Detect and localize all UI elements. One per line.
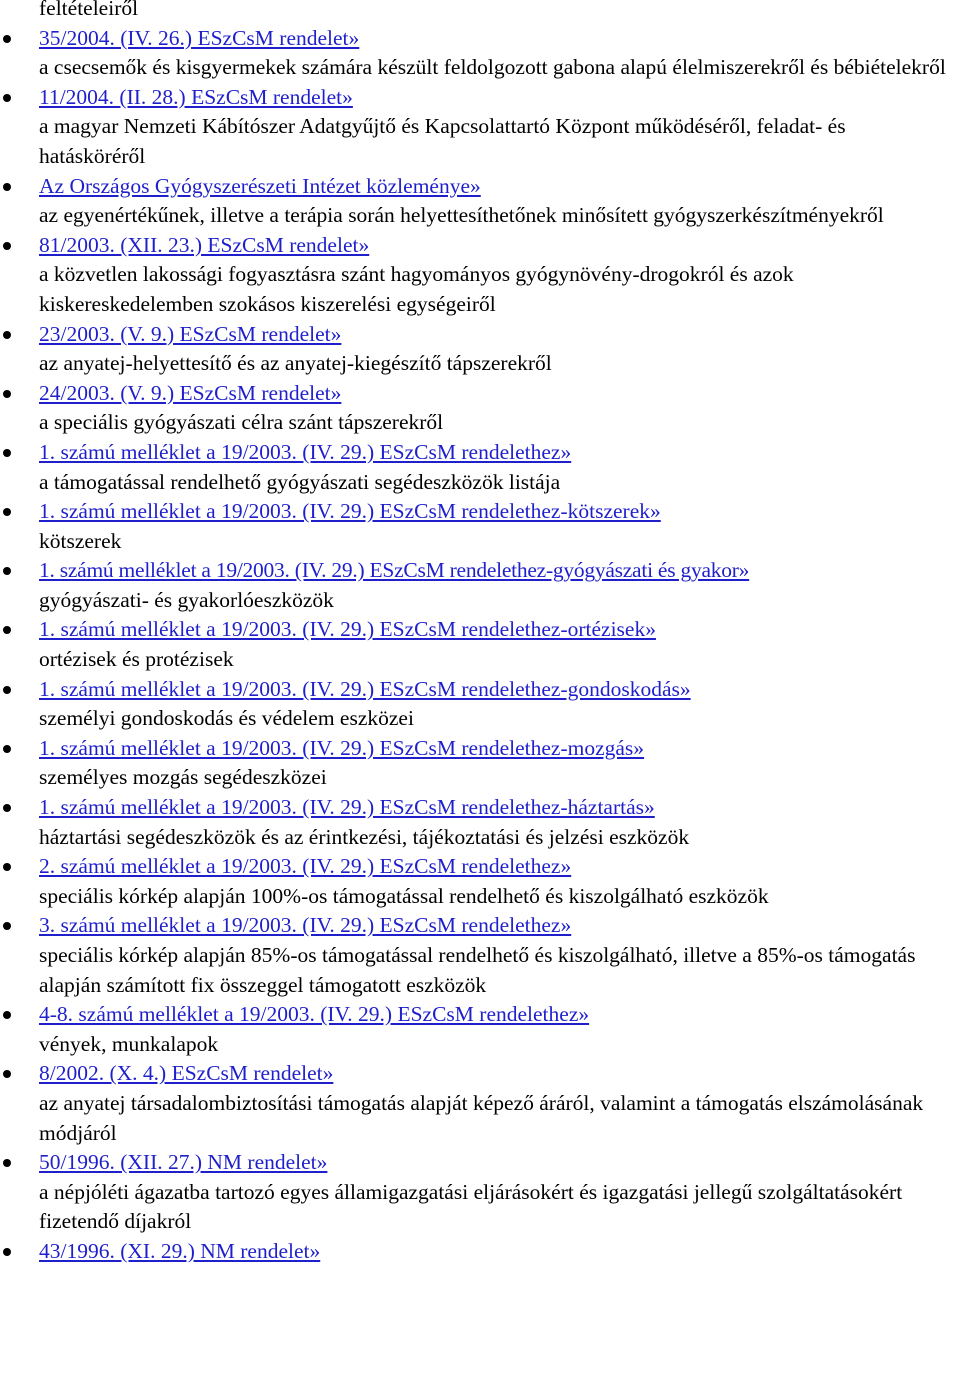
regulation-description: speciális kórkép alapján 85%-os támogatással rendelhető és kiszolgálható, illetve a 85%-os támogatás alapján számított fix összeggel támogatott eszközök bbox=[39, 943, 916, 997]
list-item bbox=[0, 172, 960, 231]
regulation-link[interactable]: 3. számú melléklet a 19/2003. (IV. 29.) ESzCsM rendelethez» bbox=[39, 913, 572, 938]
regulation-description: vények, munkalapok bbox=[39, 1031, 219, 1056]
list-item bbox=[0, 1000, 960, 1059]
bullet-icon bbox=[3, 863, 11, 871]
list-item bbox=[0, 438, 960, 497]
regulation-description: kötszerek bbox=[39, 528, 122, 553]
list-item bbox=[0, 1237, 960, 1267]
regulation-link[interactable]: 2. számú melléklet a 19/2003. (IV. 29.) ESzCsM rendelethez» bbox=[39, 854, 572, 879]
bullet-icon bbox=[3, 1159, 11, 1167]
regulation-description: gyógyászati- és gyakorlóeszközök bbox=[39, 587, 334, 612]
regulation-description: háztartási segédeszközök és az érintkezési, tájékoztatási és jelzési eszközök bbox=[39, 824, 690, 849]
bullet-icon bbox=[3, 804, 11, 812]
regulation-description: speciális kórkép alapján 100%-os támogatással rendelhető és kiszolgálható eszközök bbox=[39, 883, 769, 908]
regulation-link[interactable]: 23/2003. (V. 9.) ESzCsM rendelet» bbox=[39, 321, 342, 346]
list-item bbox=[0, 320, 960, 379]
regulation-link[interactable]: Az Országos Gyógyszerészeti Intézet közleménye» bbox=[39, 173, 481, 198]
regulation-description: az egyenértékűnek, illetve a terápia során helyettesíthetőnek minősített gyógyszerkészítményekről bbox=[39, 203, 884, 228]
regulation-link[interactable]: 24/2003. (V. 9.) ESzCsM rendelet» bbox=[39, 380, 342, 405]
bullet-icon bbox=[3, 94, 11, 102]
regulation-link[interactable]: 35/2004. (IV. 26.) ESzCsM rendelet» bbox=[39, 25, 360, 50]
regulation-link[interactable]: 1. számú melléklet a 19/2003. (IV. 29.) ESzCsM rendelethez» bbox=[39, 439, 572, 464]
list-item bbox=[0, 911, 960, 1000]
list-item bbox=[0, 556, 960, 615]
regulation-link[interactable]: 1. számú melléklet a 19/2003. (IV. 29.) ESzCsM rendelethez-mozgás» bbox=[39, 735, 645, 760]
bullet-icon bbox=[3, 508, 11, 516]
regulation-description: személyes mozgás segédeszközei bbox=[39, 765, 327, 790]
regulation-link[interactable]: 8/2002. (X. 4.) ESzCsM rendelet» bbox=[39, 1061, 334, 1086]
bullet-icon bbox=[3, 183, 11, 191]
regulation-link[interactable]: 1. számú melléklet a 19/2003. (IV. 29.) ESzCsM rendelethez-ortézisek» bbox=[39, 617, 656, 642]
list-item bbox=[0, 24, 960, 83]
bullet-icon bbox=[3, 686, 11, 694]
regulation-link[interactable]: 1. számú melléklet a 19/2003. (IV. 29.) ESzCsM rendelethez-gyógyászati és gyakor» bbox=[39, 558, 750, 583]
regulation-link[interactable]: 1. számú melléklet a 19/2003. (IV. 29.) ESzCsM rendelethez-gondoskodás» bbox=[39, 676, 691, 701]
bullet-icon bbox=[3, 331, 11, 339]
list-item bbox=[0, 1148, 960, 1237]
regulation-description: az anyatej-helyettesítő és az anyatej-kiegészítő tápszerekről bbox=[39, 351, 552, 376]
bullet-icon bbox=[3, 242, 11, 250]
regulation-description: az anyatej társadalombiztosítási támogatás alapját képező áráról, valamint a támogatás elszámolásának módjáról bbox=[39, 1090, 924, 1145]
regulation-link[interactable]: 11/2004. (II. 28.) ESzCsM rendelet» bbox=[39, 84, 353, 109]
bullet-icon bbox=[3, 35, 11, 43]
regulation-link[interactable]: 1. számú melléklet a 19/2003. (IV. 29.) ESzCsM rendelethez-háztartás» bbox=[39, 795, 655, 820]
list-item bbox=[0, 615, 960, 674]
regulation-description: a magyar Nemzeti Kábítószer Adatgyűjtő és Kapcsolattartó Központ működéséről, feladat- és hatásköréről bbox=[39, 114, 846, 168]
regulation-description: a csecsemők és kisgyermekek számára készült feldolgozott gabona alapú élelmiszerekről és bébiételekről bbox=[39, 55, 946, 80]
regulation-link[interactable]: 50/1996. (XII. 27.) NM rendelet» bbox=[39, 1150, 328, 1175]
bullet-icon bbox=[3, 1248, 11, 1256]
list-item bbox=[0, 852, 960, 911]
regulation-description: a speciális gyógyászati célra szánt tápszerekről bbox=[39, 410, 444, 435]
regulation-description: ortézisek és protézisek bbox=[39, 647, 234, 672]
list-item bbox=[0, 793, 960, 852]
bullet-icon bbox=[3, 1011, 11, 1019]
bullet-icon bbox=[3, 390, 11, 398]
intro-text: feltételeiről bbox=[39, 0, 139, 20]
bullet-icon bbox=[3, 449, 11, 457]
regulation-description: a népjóléti ágazatba tartozó egyes államigazgatási eljárásokért és igazgatási jellegű szolgáltatásokért fizetendő díjakról bbox=[39, 1179, 903, 1234]
list-item bbox=[0, 675, 960, 734]
list-item bbox=[0, 231, 960, 320]
bullet-icon bbox=[3, 922, 11, 930]
list-item bbox=[0, 734, 960, 793]
regulation-link[interactable]: 81/2003. (XII. 23.) ESzCsM rendelet» bbox=[39, 232, 370, 257]
regulation-link[interactable]: 43/1996. (XI. 29.) NM rendelet» bbox=[39, 1238, 321, 1263]
regulation-description: a közvetlen lakossági fogyasztásra szánt hagyományos gyógynövény-drogokról és azok kiskereskedelemben szokásos kiszerelési egységeiről bbox=[39, 262, 794, 316]
regulation-link[interactable]: 4-8. számú melléklet a 19/2003. (IV. 29.) ESzCsM rendelethez» bbox=[39, 1002, 590, 1027]
bullet-icon bbox=[3, 745, 11, 753]
regulation-description: személyi gondoskodás és védelem eszközei bbox=[39, 706, 414, 731]
bullet-icon bbox=[3, 626, 11, 634]
list-item bbox=[0, 83, 960, 172]
list-item bbox=[0, 379, 960, 438]
bullet-icon bbox=[3, 567, 11, 575]
bullet-icon bbox=[3, 1070, 11, 1078]
list-item bbox=[0, 1059, 960, 1148]
list-item bbox=[0, 497, 960, 556]
regulation-list bbox=[0, 24, 960, 1267]
regulation-link[interactable]: 1. számú melléklet a 19/2003. (IV. 29.) ESzCsM rendelethez-kötszerek» bbox=[39, 499, 661, 524]
regulation-description: a támogatással rendelhető gyógyászati segédeszközök listája bbox=[39, 469, 561, 494]
